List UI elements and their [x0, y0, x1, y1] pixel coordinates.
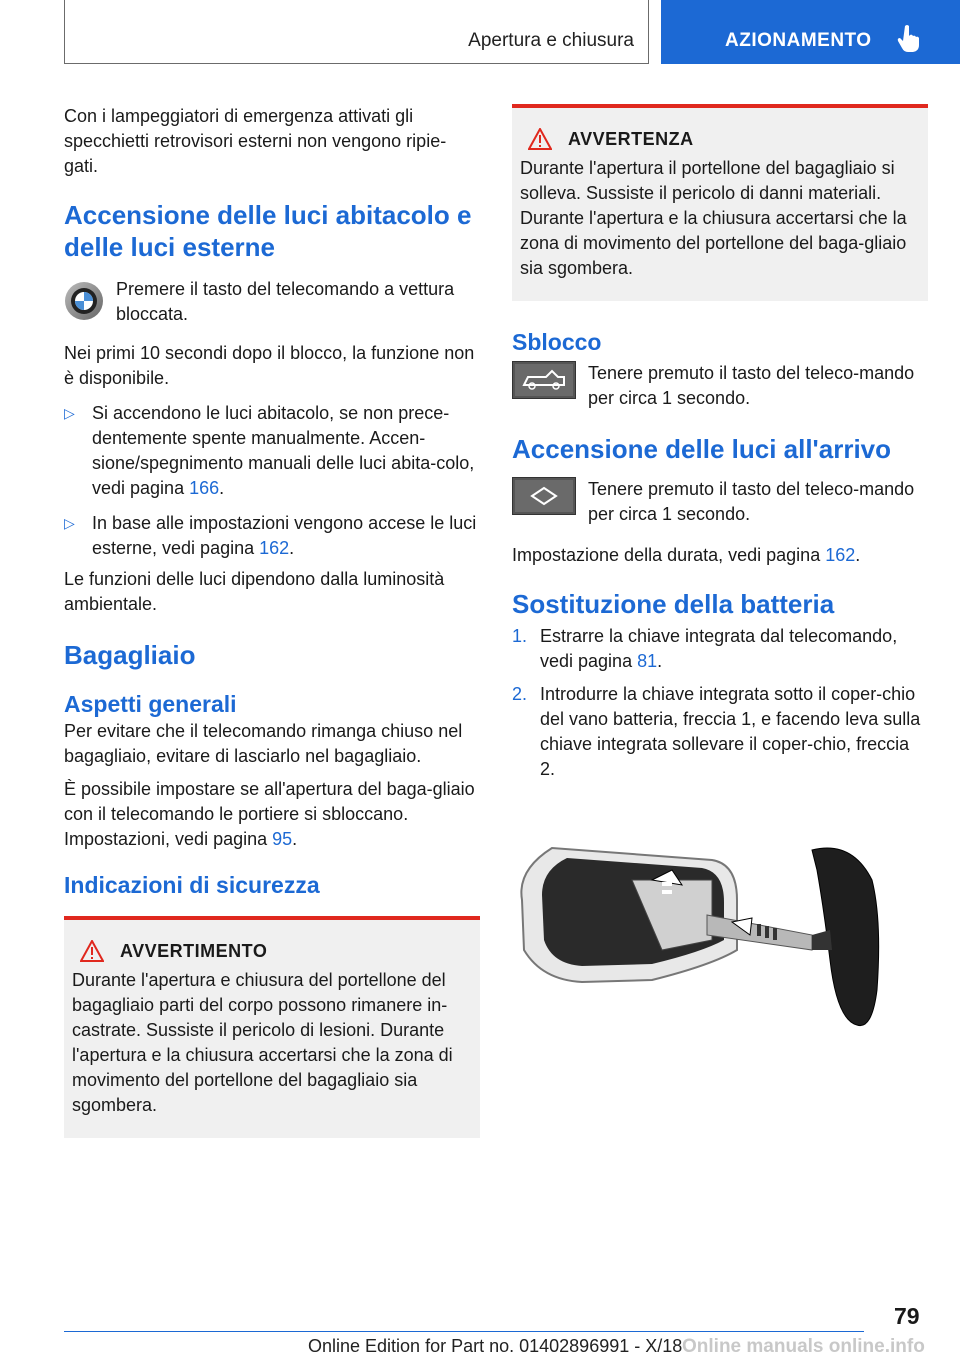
heading-trunk: Bagagliaio	[64, 640, 196, 670]
notice-title: AVVERTENZA	[568, 128, 694, 149]
warning-title: AVVERTIMENTO	[120, 940, 268, 961]
intro-paragraph: Con i lampeggiatori di emergenza attivati gli specchietti retrovisori esterni non vengono ripie-gati.	[64, 106, 447, 176]
list-item: 1. Estrarre la chiave integrata dal telecomando, vedi pagina 81.	[512, 624, 928, 674]
warning-triangle-icon	[80, 940, 104, 962]
page-number: 79	[894, 1303, 920, 1329]
arrival-text: Tenere premuto il tasto del teleco-mando per circa 1 secondo.	[588, 479, 915, 524]
general-paragraph-2: È possibile impostare se all'apertura del baga-gliaio con il telecomando le portiere si sbloccano. Impostazioni, vedi pagina 95.	[64, 779, 475, 849]
arrival-instruction	[512, 477, 928, 527]
bullet-triangle-icon: ▷	[64, 405, 75, 421]
list-item: ▷ In base alle impostazioni vengono accese le luci esterne, vedi pagina 162.	[64, 511, 480, 561]
general-paragraph-1: Per evitare che il telecomando rimanga chiuso nel bagagliaio, evitare di lasciarlo nel bagagliaio.	[64, 721, 463, 766]
trunk-button-icon	[512, 361, 588, 404]
key-battery-illustration	[512, 840, 892, 1040]
warning-box	[64, 916, 480, 1138]
header-chapter-tab	[661, 0, 960, 64]
notice-box	[512, 104, 928, 301]
headlight-button-icon	[512, 477, 588, 520]
heading-lights: Accensione delle luci abitacolo e delle luci esterne	[64, 200, 472, 262]
lights-dependency-text: Le funzioni delle luci dipendono dalla luminosità ambientale.	[64, 569, 445, 614]
list-item: ▷ Si accendono le luci abitacolo, se non prece-dentemente spente manualmente. Accen-sione/spegnimento manuali delle luci abita-colo, vedi pagina 166.	[64, 401, 480, 501]
bullet-triangle-icon: ▷	[64, 515, 75, 531]
header-section-title: Apertura e chiusura	[468, 30, 634, 51]
left-column	[64, 104, 480, 1138]
heading-arrival: Accensione delle luci all'arrivo	[512, 434, 892, 464]
page-link[interactable]: 162	[259, 538, 290, 558]
page-link[interactable]: 81	[637, 651, 658, 671]
header-section-tab	[64, 0, 649, 64]
lights-first-text: Nei primi 10 secondi dopo il blocco, la funzione non è disponibile.	[64, 343, 475, 388]
page-link[interactable]: 162	[825, 545, 856, 565]
unlock-instruction	[512, 361, 928, 411]
footer-divider	[64, 1331, 864, 1332]
right-column	[512, 104, 928, 782]
unlock-text: Tenere premuto il tasto del teleco-mando per circa 1 secondo.	[588, 363, 915, 408]
duration-text: Impostazione della durata, vedi pagina 162.	[512, 545, 861, 565]
heading-general: Aspetti generali	[64, 691, 237, 717]
header-chapter-title: AZIONAMENTO	[725, 30, 872, 51]
bmw-logo-button-icon	[64, 277, 116, 326]
step-number: 2.	[512, 684, 528, 704]
watermark: Online manuals online.info	[682, 1336, 925, 1357]
lights-instruction	[64, 277, 480, 327]
page-link[interactable]: 95	[272, 829, 293, 849]
warning-text: Durante l'apertura e chiusura del portellone del bagagliaio parti del corpo possono rimanere in-castrate. Sussiste il pericolo di lesioni. Durante l'apertura e la chiusura accertarsi che la zona di movimento del portellone del bagagliaio sia sgombera.	[72, 970, 453, 1115]
footer-edition: Online Edition for Part no. 01402896991 - X/18	[308, 1336, 683, 1356]
hand-pointer-icon	[897, 24, 923, 52]
heading-safety: Indicazioni di sicurezza	[64, 872, 320, 898]
list-item: 2. Introdurre la chiave integrata sotto il coper-chio del vano batteria, freccia 1, e facendo leva sulla chiave integrata sollevare il coper-chio, freccia 2.	[512, 682, 928, 782]
lights-press-text: Premere il tasto del telecomando a vettura bloccata.	[116, 279, 455, 324]
notice-text: Durante l'apertura il portellone del bagagliaio si solleva. Sussiste il pericolo di danni materiali. Durante l'apertura e la chiusura accertarsi che la zona di movimento del portellone del baga-gliaio sia sgombera.	[520, 158, 907, 278]
heading-unlock: Sblocco	[512, 329, 602, 355]
heading-battery: Sostituzione della batteria	[512, 589, 835, 619]
step-number: 1.	[512, 626, 528, 646]
warning-triangle-icon	[528, 128, 552, 150]
page-link[interactable]: 166	[189, 478, 220, 498]
